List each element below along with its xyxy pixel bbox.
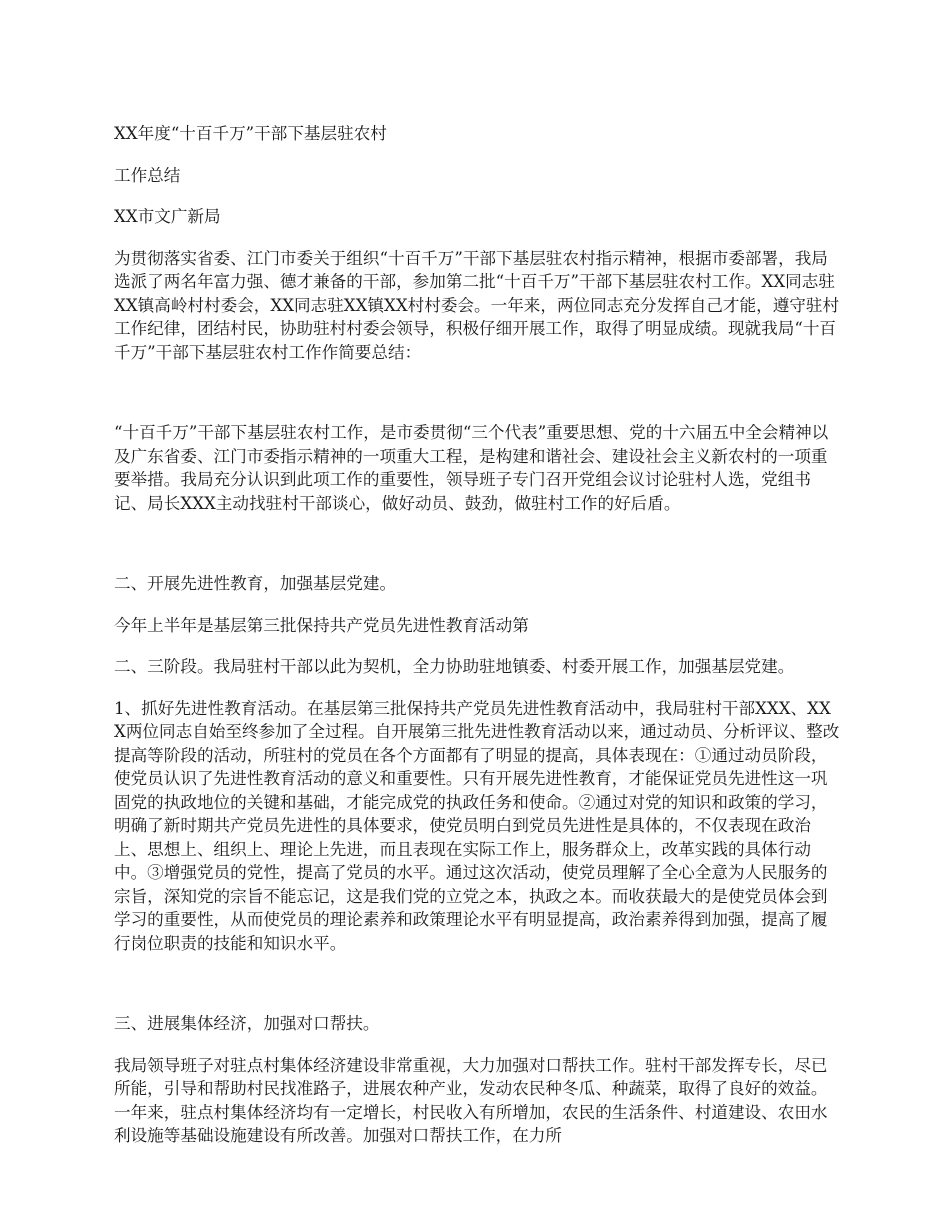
section-two-item-1: 1、抓好先进性教育活动。在基层第三批保持共产党员先进性教育活动中，我局驻村干部XXX、XXX两位同志自始至终参加了全过程。自开展第三批先进性教育活动以来，通过动员、分析评议、整改提高等阶段的活动，所驻村的党员在各个方面都有了明显的提高，具体表现在：①通过动员阶段，使党员认识了先进性教育活动的意义和重要性。只有开展先进性教育，才能保证党员先进性这一巩固党的执政地位的关键和基础，才能完成党的执政任务和使命。②通过对党的知识和政策的学习，明确了新时期共产党员先进性的具体要求，使党员明白到党员先进性是具体的，不仅表现在政治上、思想上、组织上、理论上先进，而且表现在实际工作上，服务群众上，改革实践的具体行动中。③增强党员的党性，提高了党员的水平。通过这次活动，使党员理解了全心全意为人民服务的宗旨，深知党的宗旨不能忘记，这是我们党的立党之本，执政之本。而收获最大的是使党员体会到学习的重要性，从而使党员的理论素养和政策理论水平有明显提高，政治素养得到加强，提高了履行岗位职责的技能和知识水平。 [114,698,840,953]
section-three-paragraph: 我局领导班子对驻点村集体经济建设非常重视，大力加强对口帮扶工作。驻村干部发挥专长，尽已所能，引导和帮助村民找准路子，进展农种产业，发动农民种冬瓜、种蔬菜，取得了良好的效益。一年来，驻点村集体经济均有一定增长，村民收入有所增加，农民的生活条件、村道建设、农田水利设施等基础设施建设有所改善。加强对口帮扶工作，在力所 [114,1055,828,1145]
section-two-heading: 二、开展先进性教育，加强基层党建。 [114,574,397,593]
section-two-paragraph-1: 今年上半年是基层第三批保持共产党员先进性教育活动第 [114,615,529,635]
document-issuer: XX市文广新局 [114,207,221,226]
section-three-heading: 三、进展集体经济，加强对口帮扶。 [114,1014,380,1033]
document-body [114,122,840,1166]
intro-paragraph: 为贯彻落实省委、江门市委关于组织“十百千万”干部下基层驻农村指示精神，根据市委部署，我局选派了两名年富力强、德才兼备的干部，参加第二批“十百千万”干部下基层驻农村工作。XX同志驻XX镇高岭村村委会，XX同志驻XX镇XX村村委会。一年来，两位同志充分发挥自己才能，遵守驻村工作纪律，团结村民，协助驻村村委会领导，积极仔细开展工作，取得了明显成绩。现就我局“十百千万”干部下基层驻农村工作作简要总结： [114,248,840,362]
document-title-line-1: XX年度“十百千万”干部下基层驻农村 [114,124,387,143]
document-title-line-2: 工作总结 [114,165,181,185]
section-two-paragraph-2: 二、三阶段。我局驻村干部以此为契机，全力协助驻地镇委、村委开展工作，加强基层党建。 [114,657,795,676]
section-one-paragraph: “十百千万”干部下基层驻农村工作，是市委贯彻“三个代表”重要思想、党的十六届五中全会精神以及广东省委、江门市委指示精神的一项重大工程，是构建和谐社会、建设社会主义新农村的一项重要举措。我局充分认识到此项工作的重要性，领导班子专门召开党组会议讨论驻村人选，党组书记、局长XXX主动找驻村干部谈心，做好动员、鼓劲，做驻村工作的好后盾。 [114,423,829,513]
